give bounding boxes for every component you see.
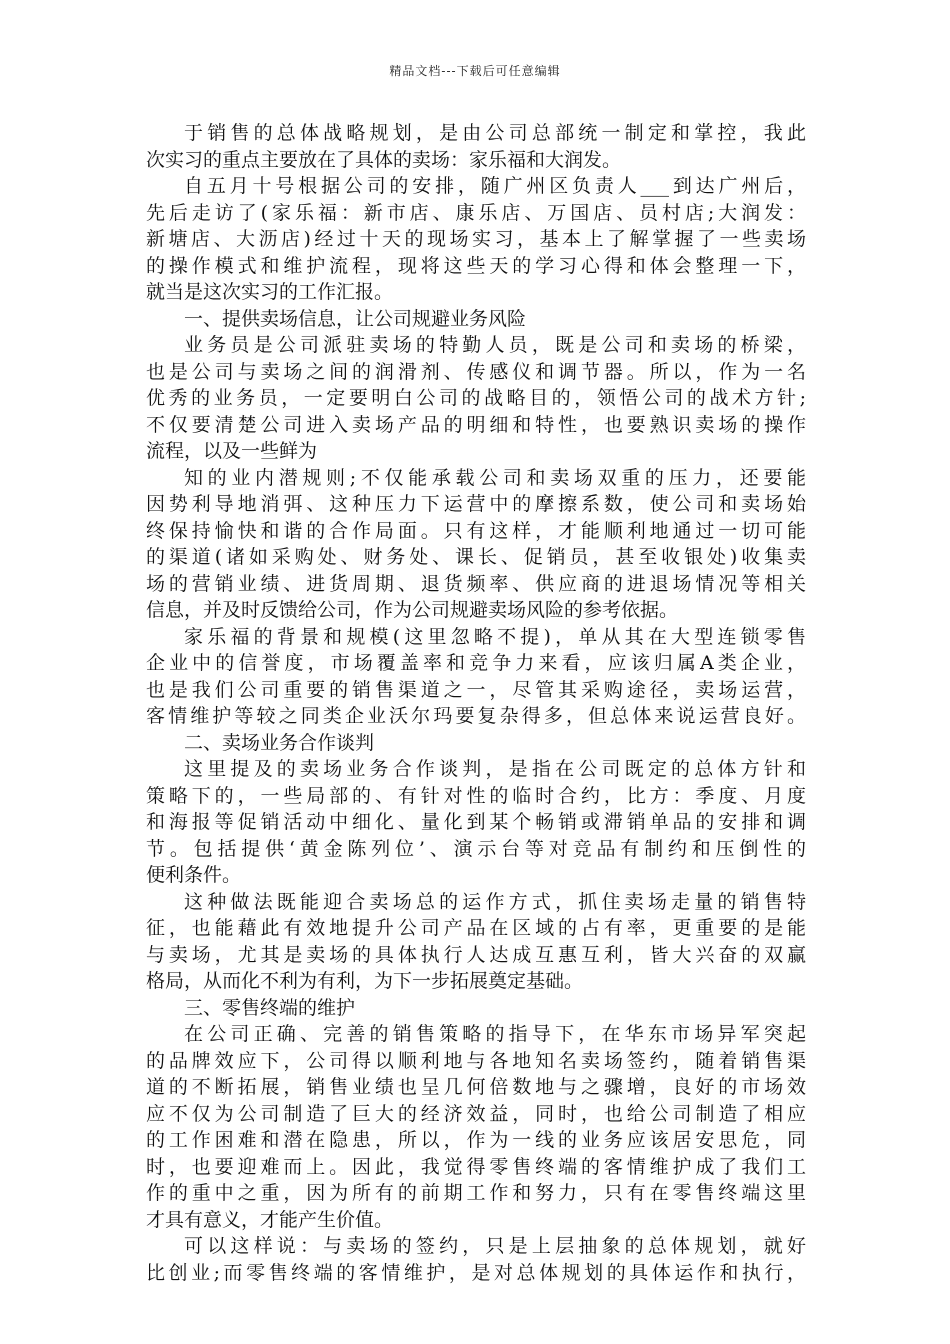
text-line: 策略下的，一些局部的、有针对性的临时合约，比方：季度、月度 xyxy=(146,784,806,807)
text-line: 也是公司与卖场之间的润滑剂、传感仪和调节器。所以，作为一名 xyxy=(146,360,806,383)
text-line: 格局，从而化不利为有利，为下一步拓展奠定基础。 xyxy=(146,970,584,992)
text-line: 客情维护等较之同类企业沃尔玛要复杂得多，但总体来说运营良好。 xyxy=(146,705,806,727)
text-line: 场的营销业绩、进货周期、退货频率、供应商的进退场情况等相关 xyxy=(146,572,806,595)
text-line: 节。包括提供‘黄金陈列位’、演示台等对竞品有制约和压倒性的 xyxy=(146,837,806,860)
text-line: 三、零售终端的维护 xyxy=(184,996,356,1019)
text-line: 时，也要迎难而上。因此，我觉得零售终端的客情维护成了我们工 xyxy=(146,1155,806,1178)
text-line: 作的重中之重，因为所有的前期工作和努力，只有在零售终端这里 xyxy=(146,1182,806,1204)
text-line: 优秀的业务员，一定要明白公司的战略目的，领悟公司的战术方针; xyxy=(146,387,806,409)
text-line: 家乐福的背景和规模(这里忽略不提)，单从其在大型连锁零售 xyxy=(184,625,806,648)
text-line: 征，也能藉此有效地提升公司产品在区域的占有率，更重要的是能 xyxy=(146,917,806,939)
document-body xyxy=(146,120,806,1286)
text-line: 的渠道(诸如采购处、财务处、课长、促销员，甚至收银处)收集卖 xyxy=(146,546,806,568)
text-line: 因势利导地消弭、这种压力下运营中的摩擦系数，使公司和卖场始 xyxy=(146,493,806,515)
text-line: 的品牌效应下，公司得以顺利地与各地知名卖场签约，随着销售渠 xyxy=(146,1049,806,1072)
text-line: 应不仅为公司制造了巨大的经济效益，同时，也给公司制造了相应 xyxy=(146,1102,806,1125)
text-line: 新塘店、大沥店)经过十天的现场实习，基本上了解掌握了一些卖场 xyxy=(146,228,806,250)
text-line: 企业中的信誉度，市场覆盖率和竞争力来看，应该归属A类企业， xyxy=(146,652,806,674)
text-line: 先后走访了(家乐福：新市店、康乐店、万国店、员村店;大润发： xyxy=(146,201,806,224)
text-line: 道的不断拓展，销售业绩也呈几何倍数地与之骤增，良好的市场效 xyxy=(146,1076,806,1098)
text-line: 一、提供卖场信息，让公司规避业务风险 xyxy=(184,307,527,330)
text-line: 次实习的重点主要放在了具体的卖场：家乐福和大润发。 xyxy=(146,148,622,171)
text-line: 知的业内潜规则;不仅能承载公司和卖场双重的压力，还要能 xyxy=(184,466,806,489)
text-line: 这里提及的卖场业务合作谈判，是指在公司既定的总体方针和 xyxy=(184,758,806,780)
text-line: 与卖场，尤其是卖场的具体执行人达成互惠互利，皆大兴奋的双赢 xyxy=(146,943,806,966)
text-line: 才具有意义，才能产生价值。 xyxy=(146,1208,394,1231)
page-header: 精品文档---下载后可任意编辑 xyxy=(389,64,561,78)
text-line: 信息，并及时反馈给公司，作为公司规避卖场风险的参考依据。 xyxy=(146,599,679,621)
text-line: 也是我们公司重要的销售渠道之一，尽管其采购途径，卖场运营， xyxy=(146,678,806,701)
text-line: 这种做法既能迎合卖场总的运作方式，抓住卖场走量的销售特 xyxy=(184,890,806,913)
text-line: 自五月十号根据公司的安排，随广州区负责人___到达广州后， xyxy=(184,175,806,197)
text-line: 于销售的总体战略规划，是由公司总部统一制定和掌控，我此 xyxy=(184,122,806,144)
text-line: 不仅要清楚公司进入卖场产品的明细和特性，也要熟识卖场的操作 xyxy=(146,413,806,436)
text-line: 流程，以及一些鲜为 xyxy=(146,440,318,462)
text-line: 比创业;而零售终端的客情维护，是对总体规划的具体运作和执行， xyxy=(146,1261,806,1284)
text-line: 在公司正确、完善的销售策略的指导下，在华东市场异军突起 xyxy=(184,1023,806,1045)
text-line: 终保持愉快和谐的合作局面。只有这样，才能顺利地通过一切可能 xyxy=(146,519,806,542)
text-line: 便利条件。 xyxy=(146,864,242,886)
text-line: 的操作模式和维护流程，现将这些天的学习心得和体会整理一下， xyxy=(146,254,806,277)
text-line: 就当是这次实习的工作汇报。 xyxy=(146,281,394,303)
text-line: 业务员是公司派驻卖场的特勤人员，既是公司和卖场的桥梁， xyxy=(184,334,806,356)
text-line: 的工作困难和潜在隐患，所以，作为一线的业务应该居安思危，同 xyxy=(146,1129,806,1151)
text-line: 和海报等促销活动中细化、量化到某个畅销或滞销单品的安排和调 xyxy=(146,811,806,833)
text-line: 可以这样说：与卖场的签约，只是上层抽象的总体规划，就好 xyxy=(184,1235,806,1257)
text-line: 二、卖场业务合作谈判 xyxy=(184,731,375,754)
